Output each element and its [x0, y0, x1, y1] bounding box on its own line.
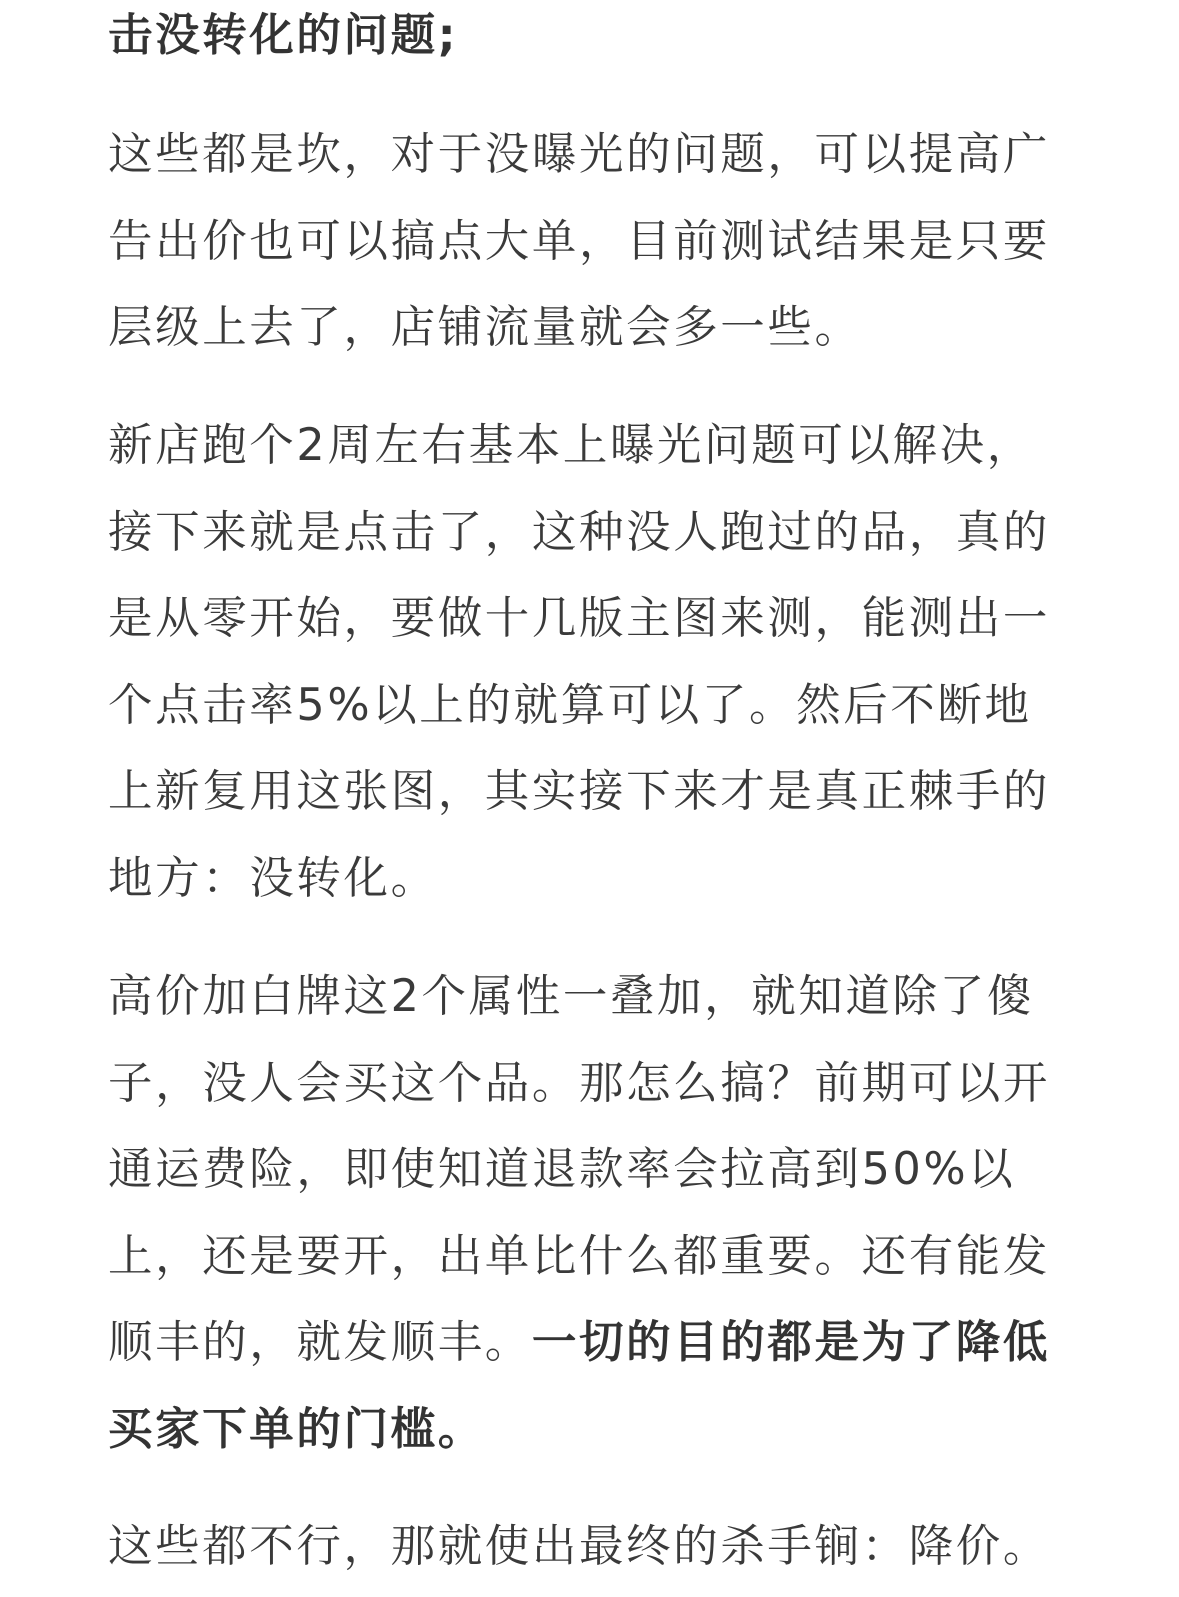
- heading-text: 击没转化的问题;: [108, 10, 459, 61]
- paragraph-text: 高价加白牌这2个属性一叠加，就知道除了傻子，没人会买这个品。那怎么搞？前期可以开通运费险，即使知道退款率会拉高到50%以上，还是要开，出单比什么都重要。还有能发顺丰的，就发顺丰。: [108, 971, 1051, 1368]
- paragraph-text: 这些都不行，那就使出最终的杀手锏：降价。: [108, 1521, 1051, 1572]
- paragraph-price-cut: [108, 1504, 1053, 1591]
- paragraph-text: 新店跑个2周左右基本上曝光问题可以解决，接下来就是点击了，这种没人跑过的品，真的是从零开始，要做十几版主图来测，能测出一个点击率5%以上的就算可以了。然后不断地上新复用这张图，其实接下来才是真正棘手的地方：没转化。: [108, 420, 1051, 904]
- section-heading-tail: [108, 0, 1053, 80]
- paragraph-click: [108, 403, 1053, 922]
- emphasis-text: 一切的目的都是为了降低买家下单的门槛。: [108, 1317, 1051, 1455]
- paragraph-text: 这些都是坎，对于没曝光的问题，可以提高广告出价也可以搞点大单，目前测试结果是只要层级上去了，店铺流量就会多一些。: [108, 129, 1051, 353]
- paragraph-conversion: [108, 954, 1053, 1473]
- paragraph-exposure: [108, 112, 1053, 372]
